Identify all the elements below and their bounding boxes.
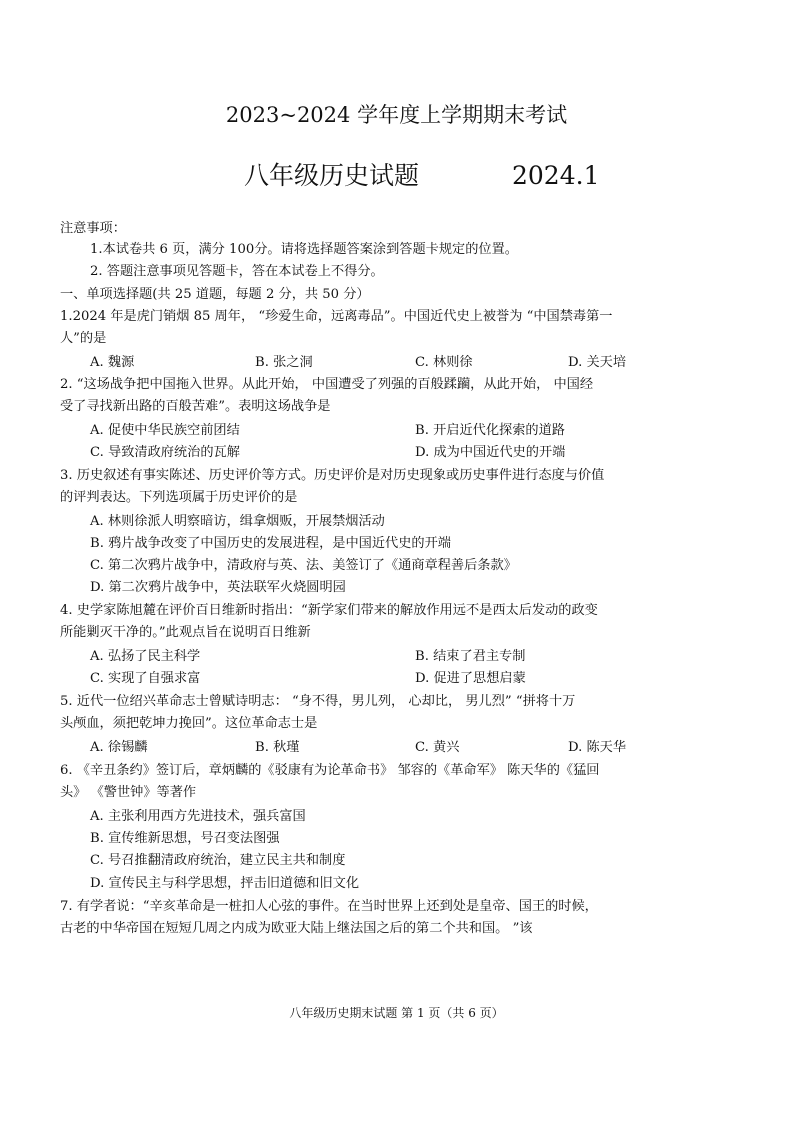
exam-title: 2023~2024 学年度上学期期末考试	[225, 103, 568, 127]
note-item: 2. 答题注意事项见答题卡，答在本试卷上不得分。	[90, 264, 384, 279]
question-stem: 1.2024 年是虎门销烟 85 周年， “珍爱生命，远离毒品”。中国近代史上被誉为 “中国禁毒第一	[60, 309, 613, 324]
option-c: C. 第二次鸦片战争中，清政府与英、法、美签订了《通商章程善后条款》	[90, 558, 517, 573]
option-b: B. 鸦片战争改变了中国历史的发展进程，是中国近代史的开端	[90, 536, 451, 551]
option-a: A. 弘扬了民主科学	[90, 649, 201, 664]
option-a: A. 主张利用西方先进技术，强兵富国	[90, 809, 306, 824]
option-b: B. 宣传维新思想，号召变法图强	[90, 831, 280, 846]
option-d: D. 宣传民主与科学思想，抨击旧道德和旧文化	[90, 876, 360, 891]
question-stem: 头颅血，须把乾坤力挽回”。这位革命志士是	[60, 716, 318, 731]
question-stem: 古老的中华帝国在短短几周之内成为欧亚大陆上继法国之后的第二个共和国。 ”该	[60, 921, 533, 936]
section-heading: 一、单项选择题(共 25 道题，每题 2 分，共 50 分）	[60, 287, 370, 302]
question-stem: 7. 有学者说：“辛亥革命是一桩扣人心弦的事件。在当时世界上还到处是皇帝、国王的时候，	[60, 899, 598, 914]
option-a: A. 徐锡麟	[90, 740, 148, 755]
option-c: C. 林则徐	[415, 355, 473, 370]
option-a: A. 促使中华民族空前团结	[90, 423, 240, 438]
question-stem: 6. 《辛丑条约》签订后，章炳麟的《驳康有为论革命书》 邹容的《革命军》 陈天华的《猛回	[60, 763, 600, 778]
option-c: C. 实现了自强求富	[90, 671, 201, 686]
option-a: A. 林则徐派人明察暗访，缉拿烟贩，开展禁烟活动	[90, 514, 385, 529]
option-d: D. 陈天华	[568, 740, 627, 755]
option-c: C. 导致清政府统治的瓦解	[90, 445, 240, 460]
option-d: D. 关天培	[568, 355, 627, 370]
question-stem: 头》 《警世钟》等著作	[60, 785, 197, 800]
option-b: B. 秋瑾	[255, 740, 300, 755]
option-d: D. 成为中国近代史的开端	[415, 445, 566, 460]
subject-title: 八年级历史试题	[244, 161, 420, 190]
notes-heading: 注意事项：	[60, 221, 126, 236]
exam-date: 2024.1	[512, 161, 600, 190]
option-b: B. 张之洞	[255, 355, 313, 370]
question-stem: 3. 历史叙述有事实陈述、历史评价等方式。历史评价是对历史现象或历史事件进行态度与价值	[60, 468, 605, 483]
page-footer: 八年级历史期末试题 第 1 页（共 6 页）	[289, 1006, 504, 1020]
question-stem: 5. 近代一位绍兴革命志士曾赋诗明志： “身不得，男儿列， 心却比， 男儿烈” “拼将十万	[60, 694, 576, 709]
option-a: A. 魏源	[90, 355, 135, 370]
question-stem: 所能剿灭干净的。”此观点旨在说明百日维新	[60, 625, 311, 640]
option-c: C. 号召推翻清政府统治，建立民主共和制度	[90, 853, 346, 868]
option-b: B. 结束了君主专制	[415, 649, 526, 664]
question-stem: 2. “这场战争把中国拖入世界。从此开始， 中国遭受了列强的百般蹂躏，从此开始， 中国经	[60, 377, 594, 392]
question-stem: 4. 史学家陈旭麓在评价百日维新时指出：“新学家们带来的解放作用远不是西太后发动的政变	[60, 603, 598, 618]
note-item: 1.本试卷共 6 页，满分 100分。请将选择题答案涂到答题卡规定的位置。	[90, 242, 518, 257]
question-stem: 人”的是	[60, 331, 107, 346]
option-d: D. 促进了思想启蒙	[415, 671, 526, 686]
option-c: C. 黄兴	[415, 740, 460, 755]
option-d: D. 第二次鸦片战争中，英法联军火烧圆明园	[90, 580, 346, 595]
question-stem: 的评判表达。下列选项属于历史评价的是	[60, 490, 298, 505]
question-stem: 受了寻找新出路的百般苦难”。表明这场战争是	[60, 399, 331, 414]
option-b: B. 开启近代化探索的道路	[415, 423, 565, 438]
